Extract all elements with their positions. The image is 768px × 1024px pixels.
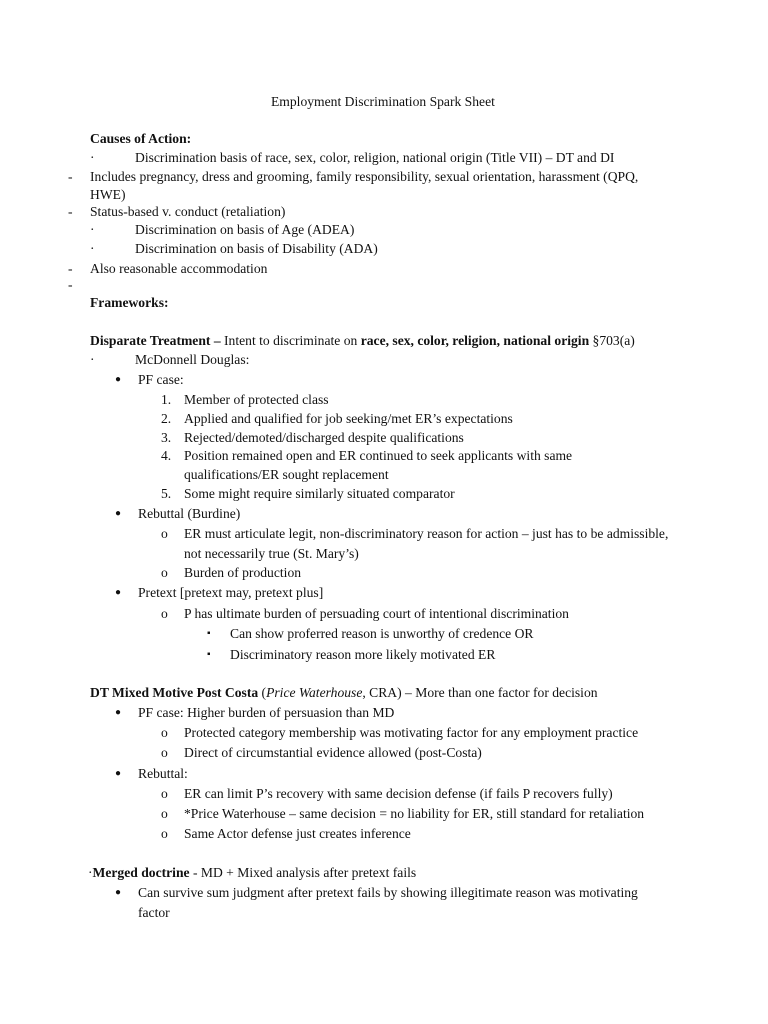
document-title: Employment Discrimination Spark Sheet xyxy=(271,94,495,109)
mm-line: Rebuttal: xyxy=(138,766,188,781)
circle-marker: o xyxy=(161,725,168,740)
causes-line: Also reasonable accommodation xyxy=(90,261,268,276)
dt-line: PF case: xyxy=(138,372,184,387)
dt-line: Discriminatory reason more likely motivated ER xyxy=(230,647,496,662)
list-number: 3. xyxy=(161,430,172,445)
circle-marker: o xyxy=(161,745,168,760)
middot-marker: · xyxy=(90,241,95,256)
causes-line: HWE) xyxy=(90,187,126,202)
circle-marker: o xyxy=(161,565,168,580)
middot-marker: · xyxy=(90,150,95,165)
middot-marker: · xyxy=(90,222,95,237)
mm-line: *Price Waterhouse – same decision = no liability for ER, still standard for retaliation xyxy=(184,806,645,821)
mm-line: ER can limit P’s recovery with same decision defense (if fails P recovers fully) xyxy=(184,786,613,801)
pf-item: Rejected/demoted/discharged despite qualifications xyxy=(184,430,464,445)
list-number: 4. xyxy=(161,448,172,463)
pf-item: Applied and qualified for job seeking/met ER’s expectations xyxy=(184,411,513,426)
dt-line: Can show proferred reason is unworthy of credence OR xyxy=(230,626,534,641)
circle-marker: o xyxy=(161,806,168,821)
list-number: 2. xyxy=(161,411,172,426)
circle-marker: o xyxy=(161,826,168,841)
mm-line: Same Actor defense just creates inference xyxy=(184,826,411,841)
mm-line: PF case: Higher burden of persuasion than MD xyxy=(138,705,395,720)
dt-line: P has ultimate burden of persuading court of intentional discrimination xyxy=(184,606,569,621)
dt-line: Rebuttal (Burdine) xyxy=(138,506,241,521)
bullet-marker: ● xyxy=(115,707,122,718)
bullet-marker: ● xyxy=(115,887,122,898)
dash-marker: - xyxy=(68,204,73,219)
causes-line: Discrimination basis of race, sex, color, religion, national origin (Title VII) – DT and DI xyxy=(135,150,615,165)
dt-line: Burden of production xyxy=(184,565,302,580)
circle-marker: o xyxy=(161,606,168,621)
dash-marker: - xyxy=(68,169,73,184)
dt-heading: Disparate Treatment – Intent to discriminate on race, sex, color, religion, national origin §703(a) xyxy=(90,333,635,348)
pf-item: Some might require similarly situated comparator xyxy=(184,486,455,501)
merged-line: Can survive sum judgment after pretext fails by showing illegitimate reason was motivating xyxy=(138,885,638,900)
causes-line: Discrimination on basis of Age (ADEA) xyxy=(135,222,355,237)
dt-line: Pretext [pretext may, pretext plus] xyxy=(138,585,324,600)
merged-heading: ·Merged doctrine - MD + Mixed analysis after pretext fails xyxy=(88,865,417,880)
causes-heading: Causes of Action: xyxy=(90,131,192,146)
bullet-marker: ● xyxy=(115,508,122,519)
bullet-marker: ● xyxy=(115,768,122,779)
bullet-marker: ● xyxy=(115,587,122,598)
pf-item: Position remained open and ER continued to seek applicants with same xyxy=(184,448,573,463)
square-marker: ▪ xyxy=(207,649,211,660)
dash-marker: - xyxy=(68,261,73,276)
causes-line: Status-based v. conduct (retaliation) xyxy=(90,204,286,219)
list-number: 1. xyxy=(161,392,172,407)
dt-line: McDonnell Douglas: xyxy=(135,352,250,367)
causes-line: Discrimination on basis of Disability (ADA) xyxy=(135,241,378,256)
frameworks-heading: Frameworks: xyxy=(90,295,169,310)
dt-line: not necessarily true (St. Mary’s) xyxy=(184,546,359,561)
middot-marker: · xyxy=(90,352,95,367)
pf-item: Member of protected class xyxy=(184,392,329,407)
causes-line: Includes pregnancy, dress and grooming, family responsibility, sexual orientation, harassment (QPQ, xyxy=(90,169,639,184)
dash-marker: - xyxy=(68,277,73,292)
mm-line: Direct of circumstantial evidence allowed (post-Costa) xyxy=(184,745,482,760)
merged-line: factor xyxy=(138,905,170,920)
bullet-marker: ● xyxy=(115,374,122,385)
circle-marker: o xyxy=(161,526,168,541)
circle-marker: o xyxy=(161,786,168,801)
list-number: 5. xyxy=(161,486,172,501)
pf-item: qualifications/ER sought replacement xyxy=(184,467,389,482)
square-marker: ▪ xyxy=(207,628,211,639)
mm-line: Protected category membership was motivating factor for any employment practice xyxy=(184,725,639,740)
dt-line: ER must articulate legit, non-discriminatory reason for action – just has to be admissible, xyxy=(184,526,669,541)
mm-heading: DT Mixed Motive Post Costa (Price Waterhouse, CRA) – More than one factor for decision xyxy=(90,685,598,700)
